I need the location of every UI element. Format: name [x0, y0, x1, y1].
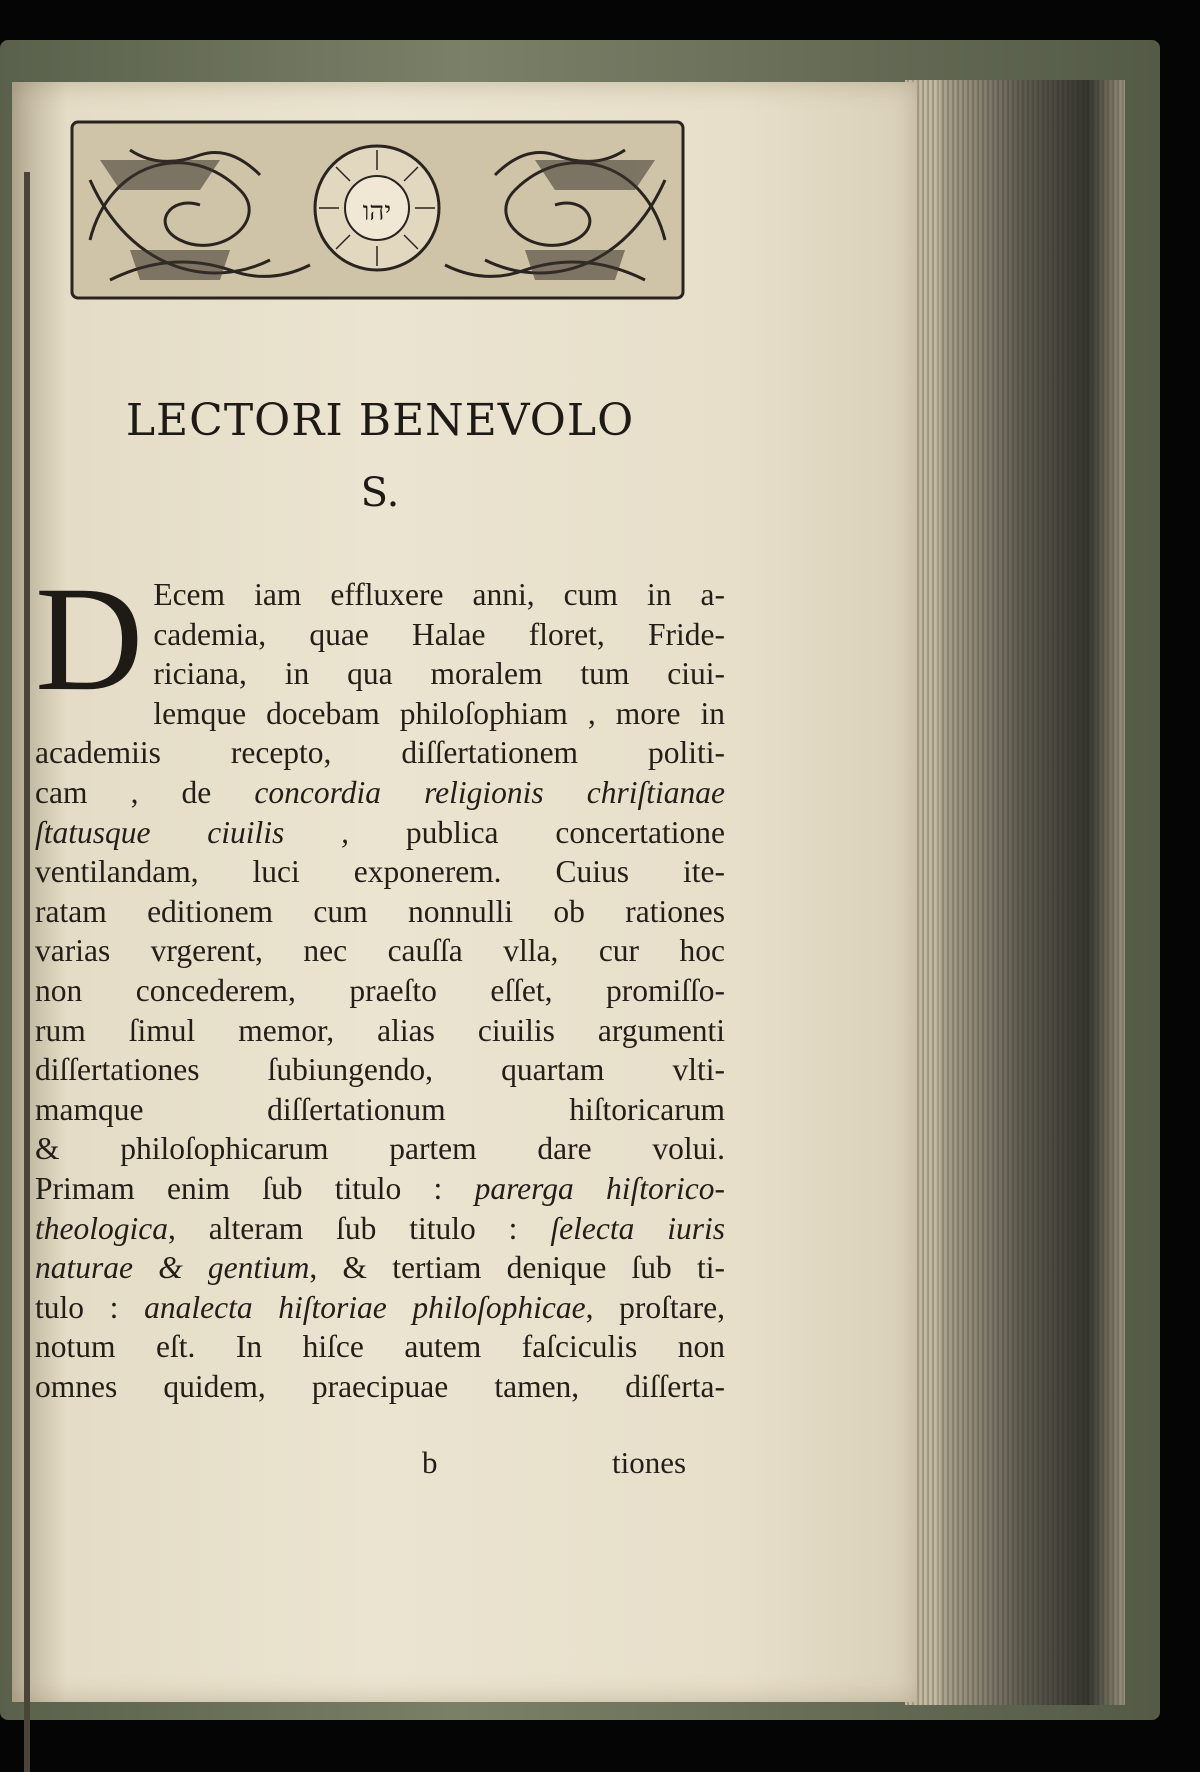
text-line: lemque docebam philoſophiam , more in [153, 695, 725, 731]
text-line: mamque diſſertationum hiſtoricarum [35, 1091, 725, 1127]
text-line: omnes quidem, praecipuae tamen, diſſerta- [35, 1368, 725, 1404]
text-line [35, 1209, 725, 1249]
heading-salutation: S. [360, 470, 400, 516]
signature-mark: b [422, 1445, 438, 1480]
italic-title: ſelecta iuris [550, 1210, 726, 1246]
italic-title: analecta hiſtoriae philoſophicae [144, 1289, 586, 1325]
italic-title: ſtatusque ciuilis , [35, 814, 349, 850]
text-line: non concederem, praeſto eſſet, promiſſo- [35, 972, 725, 1008]
italic-title: concordia religionis chriſtianae [254, 774, 725, 810]
headpiece-ornament [70, 120, 685, 300]
text-line: & philoſophicarum partem dare volui. [35, 1131, 725, 1167]
text-fragment: cam , de [35, 774, 212, 810]
text-line: riciana, in qua moralem tum ciui- [153, 656, 725, 692]
text-line: notum eſt. In hiſce autem faſciculis non [35, 1329, 725, 1365]
text-line: varias vrgerent, nec cauſſa vlla, cur hoc [35, 933, 725, 969]
drop-cap: D [35, 556, 144, 722]
text-fragment: , & tertiam denique ſub ti- [309, 1250, 726, 1286]
gutter [24, 172, 30, 1772]
italic-title: parerga hiſtorico- [474, 1170, 725, 1206]
italic-title: theologica [35, 1210, 168, 1246]
svg-text:יהו: יהו [362, 197, 392, 227]
text-line: cademia, quae Halae floret, Fride- [153, 616, 725, 652]
text-line: Ecem iam effluxere anni, cum in a- [153, 577, 725, 612]
text-line [35, 773, 725, 813]
italic-title: naturae & gentium [35, 1250, 310, 1286]
text-line: rum ſimul memor, alias ciuilis argumenti [35, 1012, 725, 1048]
text-fragment: tulo : [35, 1289, 119, 1325]
text-line [35, 1288, 725, 1328]
text-fragment: , alteram ſub titulo : [167, 1210, 518, 1246]
text-fragment: publica concertatione [405, 814, 725, 850]
text-line: academiis recepto, diſſertationem politi- [35, 735, 725, 771]
text-fragment: , proſtare, [585, 1289, 726, 1325]
text-line: diſſertationes ſubiungendo, quartam vlti- [35, 1052, 725, 1088]
text-line: ventilandam, luci exponerem. Cuius ite- [35, 854, 725, 890]
text-fragment: Primam enim ſub titulo : [35, 1170, 443, 1206]
page-edge-shadow [940, 80, 1125, 1705]
catchword: tiones [612, 1445, 687, 1480]
page-heading: LECTORI BENEVOLO [125, 395, 635, 446]
body-text [35, 556, 726, 1406]
text-line [35, 1248, 725, 1288]
text-line: ratam editionem cum nonnulli ob rationes [35, 893, 725, 929]
text-line [35, 1169, 725, 1209]
text-line [35, 813, 725, 853]
